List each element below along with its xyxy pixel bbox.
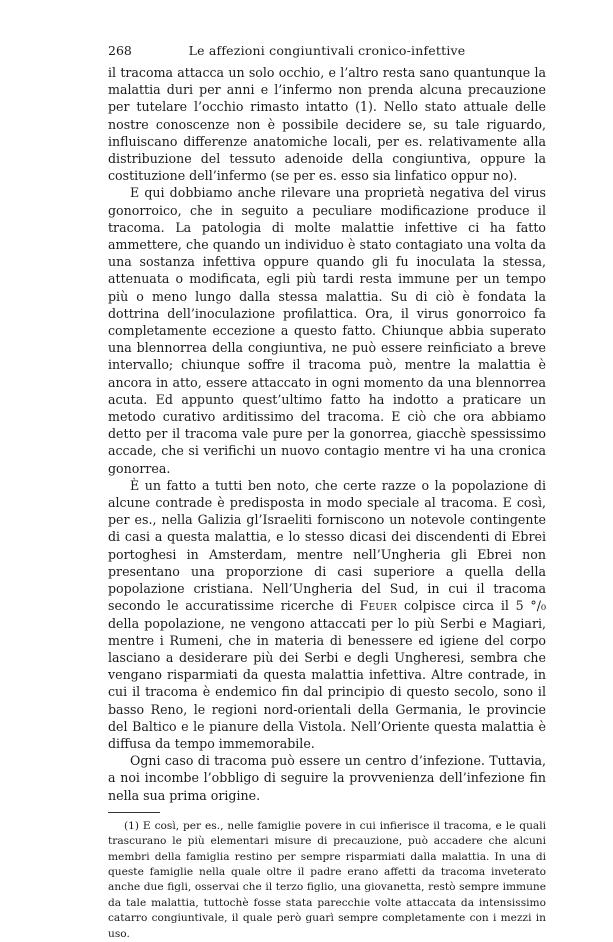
paragraph-4: Ogni caso di tracoma può essere un centro d’infezione. Tuttavia, a noi incombe l’obbligo di seguire la provvenienza dell’infezione fin nella sua prima origine.: [108, 753, 546, 803]
book-page: [108, 42, 546, 942]
footnote-divider: [108, 812, 160, 813]
paragraph-1: il tracoma attacca un solo occhio, e l’altro resta sano quantunque la malattia duri per anni e l’infermo non prenda alcuna precauzione per tutelare l’occhio rimasto intatto (1). Nello stato attuale delle nostre conoscenze non è possibile decidere se, su tale riguardo, influiscano differenze anatomiche locali, per es. relativamente alla distribuzione del tessuto adenoide della congiuntiva, oppure la costituzione dell’infermo (se per es. esso sia linfatico oppur no).: [108, 65, 546, 184]
running-head: [108, 42, 546, 60]
paragraph-3-part-1: È un fatto a tutti ben noto, che certe razze o la popolazione di alcune contrade è predisposta in modo speciale al tracoma. E così, per es., nella Galizia gl’Israeliti forniscono un notevole contingente di casi a questa malattia, e lo stesso dicasi dei discendenti di Ebrei portoghesi in Amsterdam, mentre nell’Ungheria gli Ebrei non presentano una proporzione di casi superiore a quella della popolazione cristiana. Nell’Ungheria del Sud, in cui il tracoma secondo le accuratissime ricerche di: [108, 477, 546, 614]
author-name: Feuer: [359, 598, 398, 614]
footnote: [108, 819, 546, 942]
footnote-text: (1) E così, per es., nelle famiglie povere in cui infierisce il tracoma, e le quali trascurano le più elementari misure di precauzione, può accadere che alcuni membri della famiglia restino per sempre risparmiati dalla malattia. In una di queste famiglie nella quale oltre il padre erano affetti da tracoma inveterato anche due figli, osservai che il terzo figlio, una giovanetta, restò sempre immune da tale malattia, tuttochè fosse stata parecchie volte attaccata da intensissimo catarro congiuntivale, il quale però guarì sempre completamente con i mezzi in uso.: [108, 819, 546, 940]
body-text: [108, 64, 546, 804]
running-title: Le affezioni congiuntivali cronico-infettive: [188, 43, 466, 58]
paragraph-3: [108, 477, 546, 752]
page-number: 268: [108, 43, 132, 58]
paragraph-3-part-2: colpisce circa il 5 °/₀ della popolazione, ne vengono attaccati per lo più Serbi e Magiari, mentre i Rumeni, che in materia di benessere ed igiene del corpo lasciano a desiderare più dei Serbi e degli Ungheresi, sembra che vengano risparmiati da questa malattia infettiva. Altre contrade, in cui il tracoma è endemico fin dal principio di questo secolo, sono il basso Reno, le regioni nord-orientali della Germania, le provincie del Baltico e le pianure della Vistola. Nell’Oriente questa malattia è diffusa da tempo immemorabile.: [108, 598, 546, 751]
paragraph-2: E qui dobbiamo anche rilevare una proprietà negativa del virus gonorroico, che in seguito a peculiare modificazione produce il tracoma. La patologia di molte malattie infettive ci ha fatto ammettere, che quando un individuo è stato contagiato una volta da una sostanza infettiva oppure quando gli fu inoculata la stessa, attenuata o modificata, egli più tardi resta immune per un tempo più o meno lungo dalla stessa malattia. Su di ciò è fondata la dottrina dell’inoculazione profilattica. Ora, il virus gonorroico fa completamente eccezione a questo fatto. Chiunque abbia superato una blennorrea della congiuntiva, ne può essere reinficiato a breve intervallo; chiunque soffre il tracoma può, mentre la malattia è ancora in atto, essere attaccato in ogni momento da una blennorrea acuta. Ed appunto quest’ultimo fatto ha indotto a praticare un metodo curativo arditissimo del tracoma. E ciò che ora abbiamo detto per il tracoma vale pure per la gonorrea, giacchè spessissimo accade, che si verifichi un nuovo contagio mentre vi ha una cronica gonorrea.: [108, 185, 546, 476]
